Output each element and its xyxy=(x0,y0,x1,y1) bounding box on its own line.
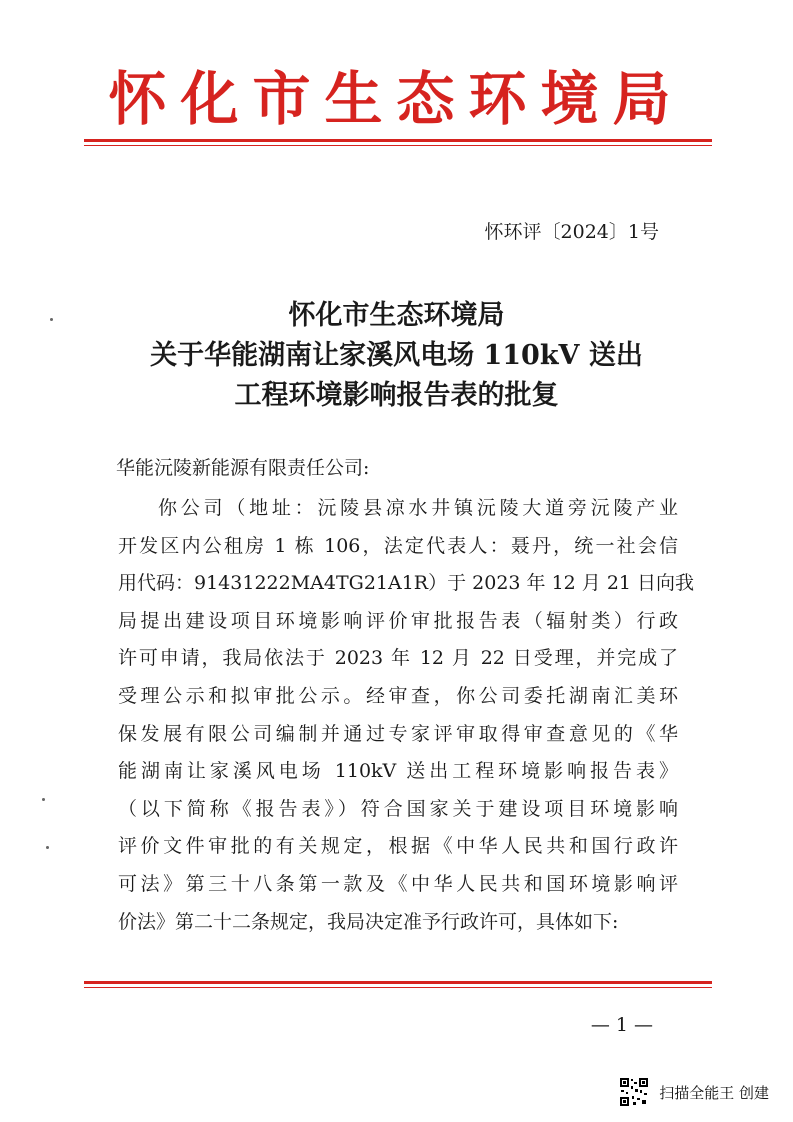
header-red-rule-thick xyxy=(84,139,712,142)
body-line: 可法》第三十八条第一款及《中华人民共和国环境影响评 xyxy=(118,872,678,895)
body-line: 许可申请，我局依法于 2023 年 12 月 22 日受理，并完成了 xyxy=(118,647,678,670)
body-line: 价法》第二十二条规定，我局决定准予行政许可，具体如下: xyxy=(118,910,619,933)
body-line: 局提出建设项目环境影响评价审批报告表（辐射类）行政 xyxy=(118,609,678,632)
body-line: 评价文件审批的有关规定，根据《中华人民共和国行政许 xyxy=(118,835,678,858)
body-line: 受理公示和拟审批公示。经审查，你公司委托湖南汇美环 xyxy=(118,684,678,707)
body-line: 你公司（地址：沅陵县凉水井镇沅陵大道旁沅陵产业 xyxy=(158,497,678,519)
salutation: 华能沅陵新能源有限责任公司: xyxy=(116,457,370,479)
document-number: 怀环评〔2024〕1号 xyxy=(484,221,659,243)
body-line: 保发展有限公司编制并通过专家评审取得审查意见的《华 xyxy=(118,722,678,745)
footer-red-rule-thin xyxy=(84,987,712,988)
watermark-text: 扫描全能王 创建 xyxy=(659,1083,769,1102)
issuing-authority-header: 怀化市生态环境局 xyxy=(108,65,685,133)
qr-code-icon xyxy=(619,1077,649,1107)
scan-speck xyxy=(46,846,49,849)
header-red-rule-thin xyxy=(84,145,712,146)
body-line: 能湖南让家溪风电场 110kV 送出工程环境影响报告表》 xyxy=(118,760,678,783)
body-line: （以下简称《报告表》）符合国家关于建设项目环境影响 xyxy=(118,797,678,820)
scan-speck xyxy=(42,798,45,801)
body-line: 开发区内公租房 1 栋 106，法定代表人：聂丹，统一社会信 xyxy=(118,534,678,557)
scanner-watermark xyxy=(619,1077,769,1107)
document-title-line-1: 怀化市生态环境局 xyxy=(288,300,505,331)
scan-speck xyxy=(50,318,53,321)
document-title-line-3: 工程环境影响报告表的批复 xyxy=(234,380,559,411)
document-title-line-2: 关于华能湖南让家溪风电场 110kV 送出 xyxy=(150,340,643,371)
footer-red-rule-thick xyxy=(84,981,712,984)
body-paragraph xyxy=(118,490,695,941)
page-number: — 1 — xyxy=(590,1014,653,1036)
body-line: 用代码：91431222MA4TG21A1R）于 2023 年 12 月 21 日向我 xyxy=(118,572,695,595)
